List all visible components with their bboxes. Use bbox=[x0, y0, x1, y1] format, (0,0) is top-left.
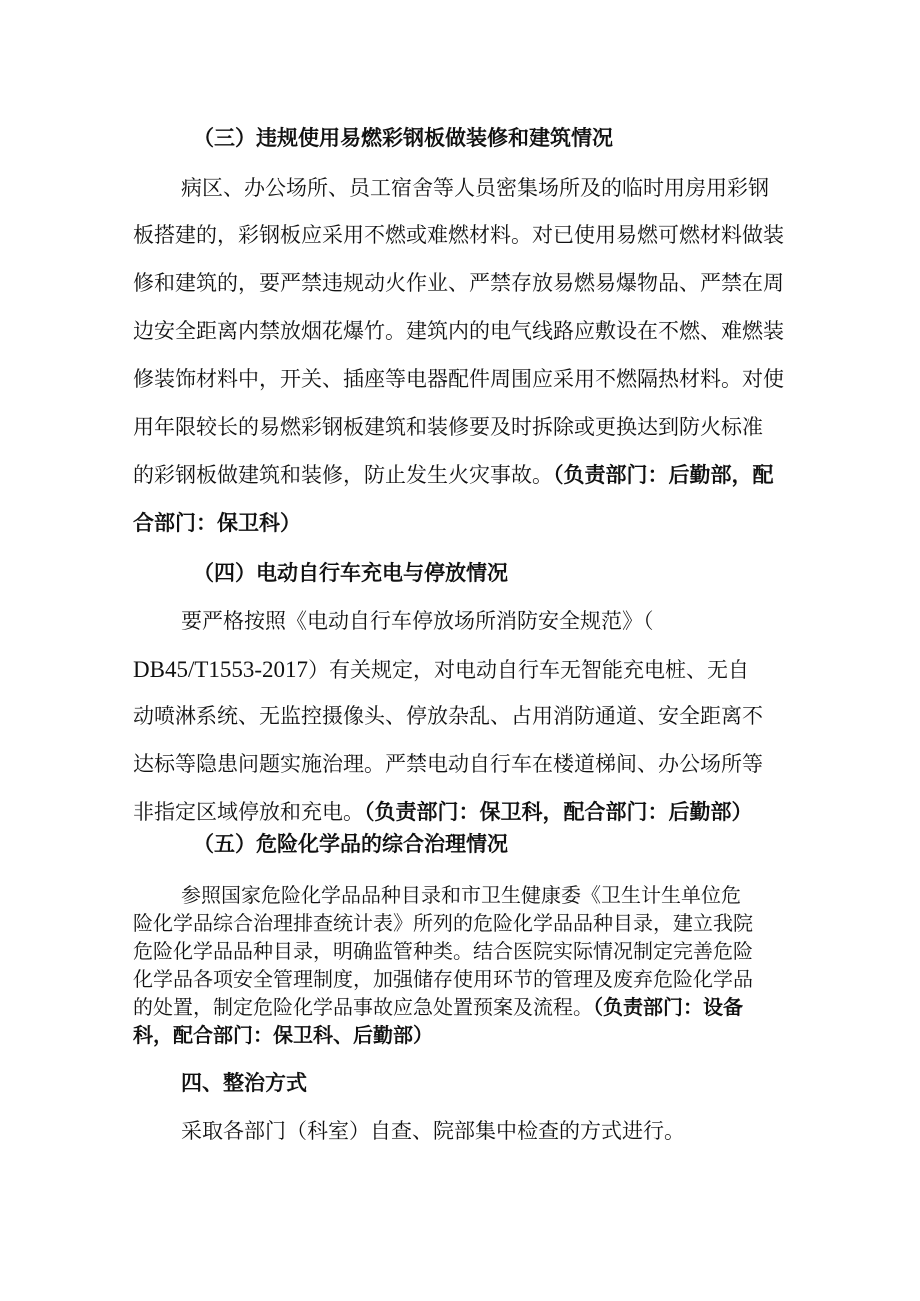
section-heading-3: （三）违规使用易燃彩钢板做装修和建筑情况 bbox=[193, 126, 613, 150]
paragraph-line: 边安全距离内禁放烟花爆竹。建筑内的电气线路应敷设在不燃、难燃装 bbox=[133, 319, 784, 343]
paragraph-line: 危险化学品品种目录，明确监管种类。结合医院实际情况制定完善危险 bbox=[133, 939, 753, 963]
responsibility-note: 合部门：保卫科） bbox=[133, 511, 301, 535]
paragraph-line: 采取各部门（科室）自查、院部集中检查的方式进行。 bbox=[181, 1119, 685, 1143]
paragraph-text: 非指定区域停放和充电。 bbox=[133, 800, 364, 824]
paragraph-line: 化学品各项安全管理制度，加强储存使用环节的管理及废弃危险化学品 bbox=[133, 967, 753, 991]
paragraph-line: 参照国家危险化学品品种目录和市卫生健康委《卫生计生单位危 bbox=[181, 883, 741, 907]
section-heading-four: 四、整治方式 bbox=[181, 1071, 307, 1095]
paragraph-line bbox=[133, 802, 753, 823]
paragraph-line: 险化学品综合治理排查统计表》所列的危险化学品品种目录，建立我院 bbox=[133, 911, 753, 935]
responsibility-note: （负责部门：设备 bbox=[593, 995, 743, 1019]
paragraph-line: 要严格按照《电动自行车停放场所消防安全规范》（ bbox=[181, 609, 654, 633]
paragraph-line bbox=[133, 997, 743, 1017]
paragraph-line bbox=[133, 658, 749, 681]
section-heading-4: （四）电动自行车充电与停放情况 bbox=[193, 561, 508, 585]
paragraph-line: 达标等隐患问题实施治理。严禁电动自行车在楼道梯间、办公场所等 bbox=[133, 752, 763, 776]
paragraph-line: 用年限较长的易燃彩钢板建筑和装修要及时拆除或更换达到防火标准 bbox=[133, 415, 763, 439]
responsibility-note: （负责部门：后勤部，配 bbox=[553, 463, 774, 487]
paragraph-text: 的处置，制定危险化学品事故应急处置预案及流程。 bbox=[133, 995, 593, 1019]
responsibility-note: （负责部门：保卫科，配合部门：后勤部） bbox=[364, 800, 753, 824]
paragraph-line: 修装饰材料中，开关、插座等电器配件周围应采用不燃隔热材料。对使 bbox=[133, 367, 784, 391]
paragraph-line bbox=[133, 465, 774, 486]
paragraph-text: 的彩钢板做建筑和装修，防止发生火灾事故。 bbox=[133, 463, 553, 487]
standard-code: DB45/T1553-2017 bbox=[133, 657, 309, 682]
paragraph-line: 病区、办公场所、员工宿舍等人员密集场所及的临时用房用彩钢 bbox=[181, 176, 769, 200]
responsibility-note: 科，配合部门：保卫科、后勤部） bbox=[133, 1023, 433, 1047]
paragraph-line: 板搭建的，彩钢板应采用不燃或难燃材料。对已使用易燃可燃材料做装 bbox=[133, 223, 784, 247]
section-heading-5: （五）危险化学品的综合治理情况 bbox=[193, 832, 508, 856]
paragraph-line: 动喷淋系统、无监控摄像头、停放杂乱、占用消防通道、安全距离不 bbox=[133, 704, 763, 728]
paragraph-line: 修和建筑的，要严禁违规动火作业、严禁存放易燃易爆物品、严禁在周 bbox=[133, 271, 784, 295]
paragraph-text: ）有关规定，对电动自行车无智能充电桩、无自 bbox=[308, 658, 750, 682]
